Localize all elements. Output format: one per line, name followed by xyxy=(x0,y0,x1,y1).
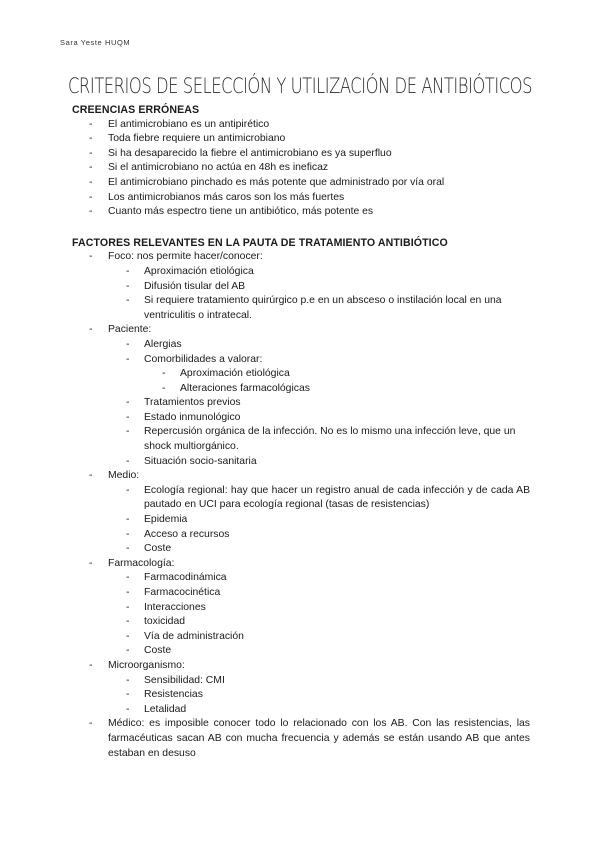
foco-label: Foco: nos permite hacer/conocer: xyxy=(108,251,263,263)
list-item: - Si ha desaparecido la fiebre el antimicrobiano es ya superfluo xyxy=(72,147,530,162)
farmacologia-sublist xyxy=(108,571,530,659)
microorganismo-label: Microorganismo: xyxy=(108,659,185,671)
list-item: - Resistencias xyxy=(72,688,530,703)
list-item: - Tratamientos previos xyxy=(72,396,530,411)
list-item: - Si requiere tratamiento quirúrgico p.e en un absceso o instilación local en una ventriculitis o intratecal. xyxy=(72,294,530,323)
comorbilidades-sublist xyxy=(144,367,530,396)
factores-list xyxy=(72,250,530,761)
document-body xyxy=(72,103,530,761)
list-item-foco xyxy=(72,250,530,323)
list-item-medio xyxy=(72,469,530,557)
list-item: - Vía de administración xyxy=(72,630,530,645)
list-item: - Ecología regional: hay que hacer un registro anual de cada infección y de cada AB pautado en UCI para ecología regional (tasas de resistencias) xyxy=(72,484,530,513)
list-item: - Situación socio-sanitaria xyxy=(72,455,530,470)
paciente-label: Paciente: xyxy=(108,324,152,336)
list-item: - Difusión tisular del AB xyxy=(72,280,530,295)
list-item: - Aproximación etiológica xyxy=(72,265,530,280)
list-item: - Aproximación etiológica xyxy=(72,367,530,382)
list-item: - Alteraciones farmacológicas xyxy=(72,382,530,397)
list-item-comorbilidades xyxy=(72,353,530,397)
list-item: - Epidemia xyxy=(72,513,530,528)
list-item: - Si el antimicrobiano no actúa en 48h es ineficaz xyxy=(72,161,530,176)
list-item-farmacologia xyxy=(72,557,530,659)
author-header: Sara Yeste HUQM xyxy=(60,38,131,47)
list-item: - Interacciones xyxy=(72,601,530,616)
comorbilidades-label: Comorbilidades a valorar: xyxy=(144,353,263,365)
document-title: CRITERIOS DE SELECCIÓN Y UTILIZACIÓN DE ANTIBIÓTICOS xyxy=(67,74,533,98)
farmacologia-label: Farmacología: xyxy=(108,557,175,569)
list-item: - Acceso a recursos xyxy=(72,528,530,543)
list-item: - Sensibilidad: CMI xyxy=(72,674,530,689)
foco-sublist xyxy=(108,265,530,323)
microorganismo-sublist xyxy=(108,674,530,718)
list-item-paciente xyxy=(72,323,530,469)
creencias-list xyxy=(72,118,530,220)
list-item: - Toda fiebre requiere un antimicrobiano xyxy=(72,132,530,147)
list-item: - Repercusión orgánica de la infección. No es lo mismo una infección leve, que un shock multiorgánico. xyxy=(72,425,530,454)
list-item-medico: - Médico: es imposible conocer todo lo relacionado con los AB. Con las resistencias, las farmacéuticas sacan AB con mucha frecuencia y además se están usando AB que antes estaban en desuso xyxy=(72,717,530,761)
list-item: - Farmacocinética xyxy=(72,586,530,601)
paciente-sublist xyxy=(108,338,530,469)
list-item: - toxicidad xyxy=(72,615,530,630)
list-item: - Coste xyxy=(72,542,530,557)
list-item-microorganismo xyxy=(72,659,530,717)
list-item: - Cuanto más espectro tiene un antibiótico, más potente es xyxy=(72,205,530,220)
list-item: - Coste xyxy=(72,644,530,659)
list-item: - El antimicrobiano es un antipirético xyxy=(72,118,530,133)
list-item: - Estado inmunológico xyxy=(72,411,530,426)
section-heading-creencias: CREENCIAS ERRÓNEAS xyxy=(72,104,200,116)
list-item: - Alergias xyxy=(72,338,530,353)
list-item: - Letalidad xyxy=(72,703,530,718)
list-item: - Los antimicrobianos más caros son los más fuertes xyxy=(72,191,530,206)
medio-label: Medio: xyxy=(108,470,140,482)
section-heading-factores: FACTORES RELEVANTES EN LA PAUTA DE TRATAMIENTO ANTIBIÓTICO xyxy=(72,236,448,249)
medio-sublist xyxy=(108,484,530,557)
list-item: - El antimicrobiano pinchado es más potente que administrado por vía oral xyxy=(72,176,530,191)
list-item: - Farmacodinámica xyxy=(72,571,530,586)
